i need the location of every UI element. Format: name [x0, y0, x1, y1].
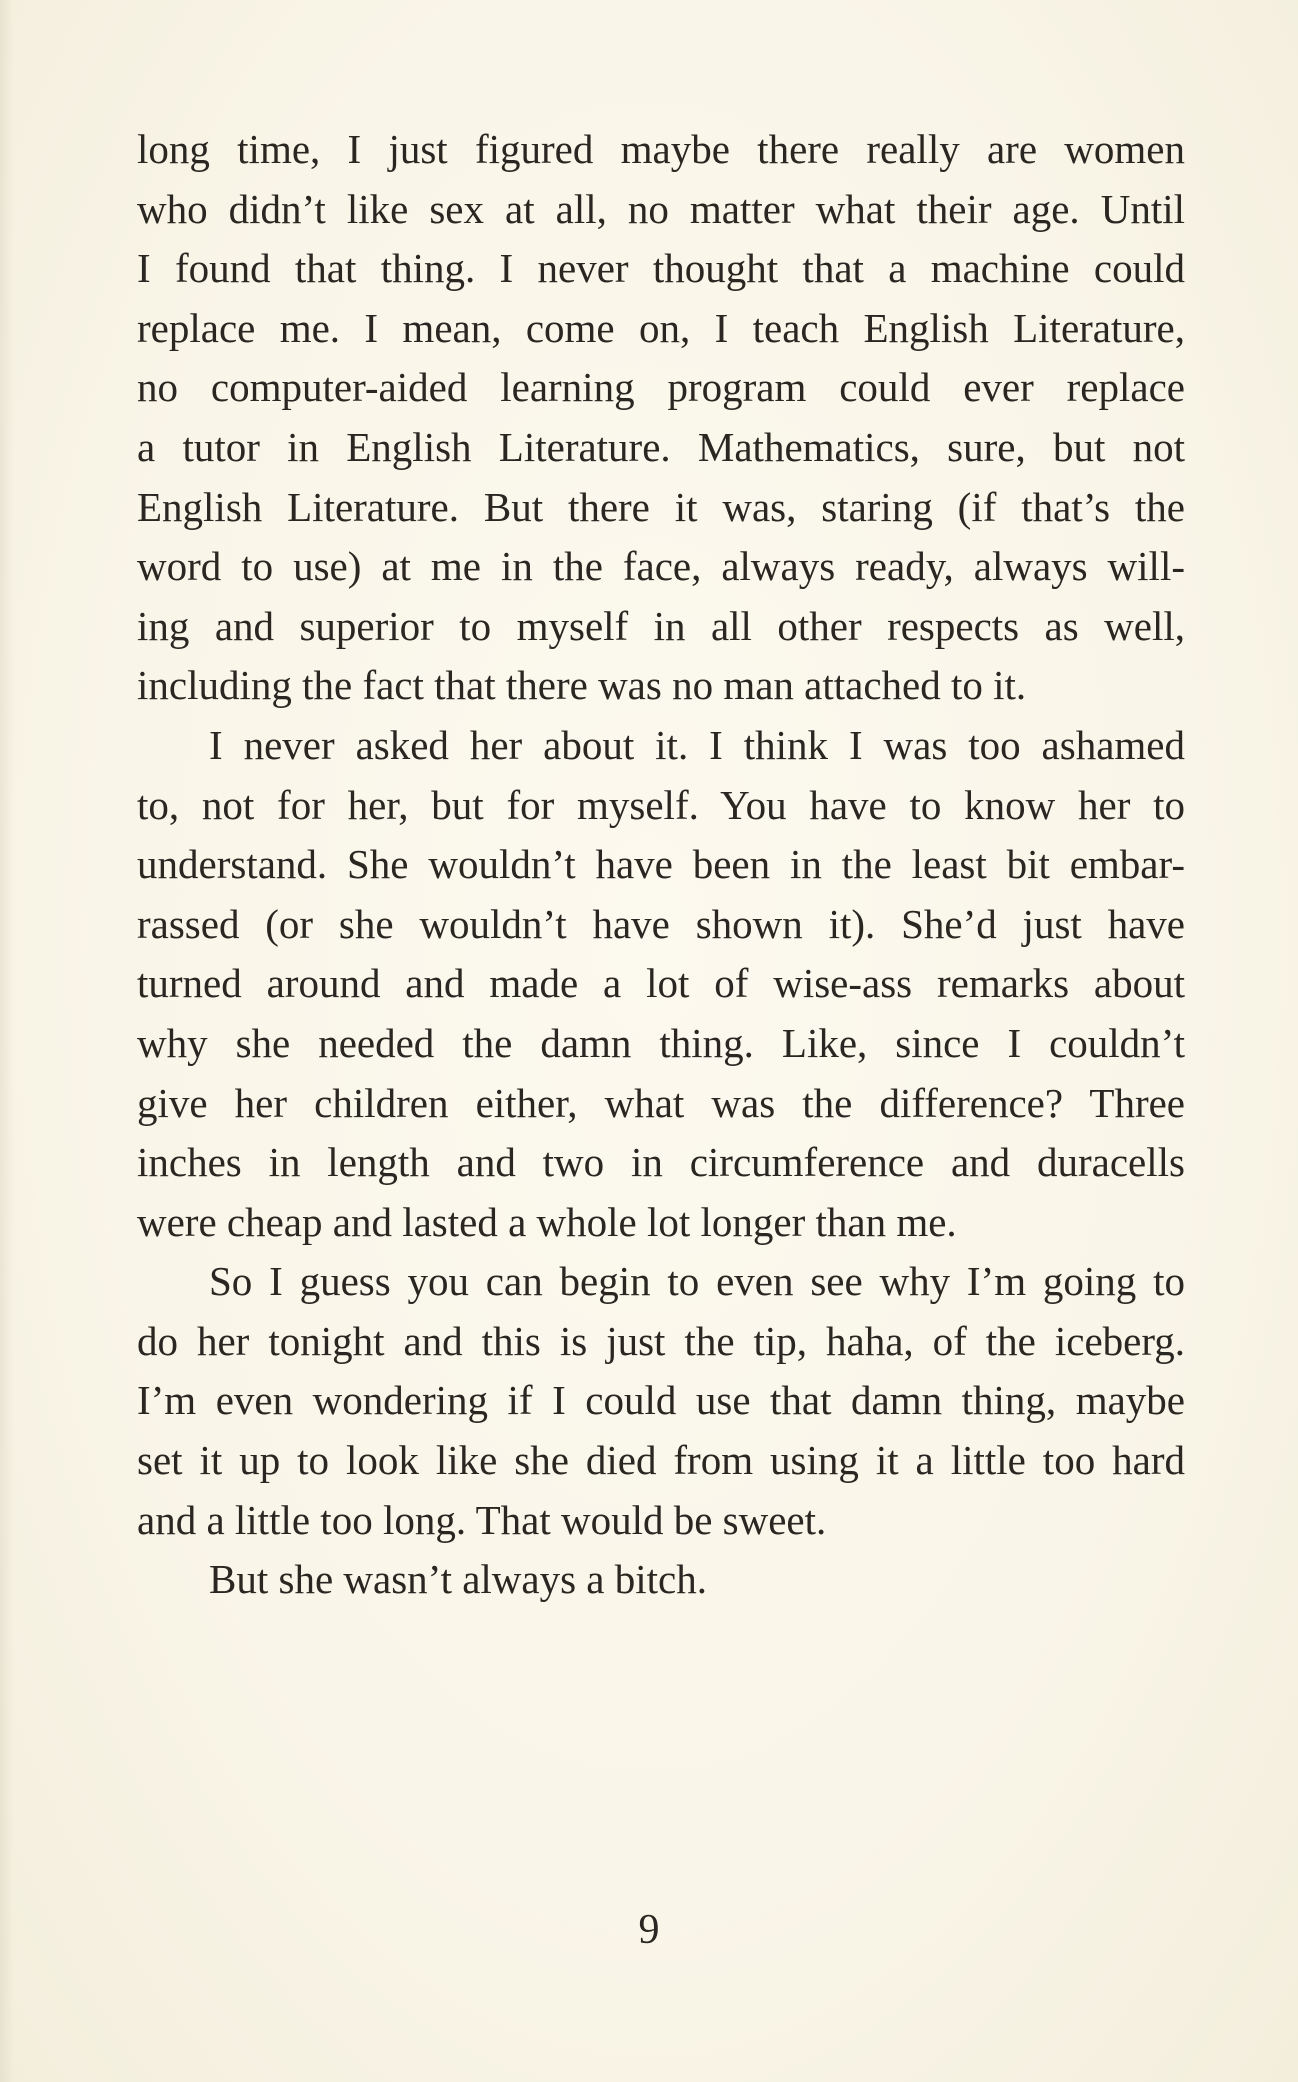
text-line: do her tonight and this is just the tip, haha, of the iceberg. [137, 1317, 1185, 1364]
text-line: But she wasn’t always a bitch. [209, 1556, 707, 1603]
text-line: English Literature. But there it was, staring (if that’s the [137, 483, 1185, 530]
text-line: I found that thing. I never thought that a machine could [137, 245, 1185, 292]
page-number: 9 [638, 1907, 660, 1953]
text-line: rassed (or she wouldn’t have shown it). She’d just have [137, 900, 1185, 947]
text-line: set it up to look like she died from using it a little too hard [137, 1437, 1185, 1484]
text-line: no computer-aided learning program could ever replace [137, 364, 1185, 411]
text-line: why she needed the damn thing. Like, since I couldn’t [137, 1019, 1185, 1066]
body-text [137, 120, 1185, 1610]
paragraph [137, 1550, 1185, 1610]
text-line: word to use) at me in the face, always ready, always will- [137, 543, 1185, 590]
text-line: So I guess you can begin to even see why I’m going to [209, 1258, 1185, 1305]
paragraph [137, 716, 1185, 1252]
text-line: including the fact that there was no man attached to it. [137, 662, 1027, 709]
text-line: I’m even wondering if I could use that damn thing, maybe [137, 1377, 1185, 1424]
text-line: were cheap and lasted a whole lot longer than me. [137, 1198, 957, 1245]
text-line: ing and superior to myself in all other respects as well, [137, 602, 1185, 649]
text-line: long time, I just figured maybe there really are women [137, 126, 1185, 172]
text-line: inches in length and two in circumference and duracells [137, 1139, 1185, 1186]
page-edge-shadow [0, 0, 14, 2082]
text-line: a tutor in English Literature. Mathematics, sure, but not [137, 423, 1185, 470]
text-line: who didn’t like sex at all, no matter what their age. Until [137, 185, 1185, 232]
text-line: understand. She wouldn’t have been in the least bit embar- [137, 841, 1185, 888]
text-line: I never asked her about it. I think I was too ashamed [209, 721, 1185, 768]
text-line: replace me. I mean, come on, I teach English Literature, [137, 304, 1185, 351]
paragraph [137, 1252, 1185, 1550]
text-line: to, not for her, but for myself. You have to know her to [137, 781, 1185, 828]
text-line: and a little too long. That would be sweet. [137, 1496, 827, 1543]
text-line: turned around and made a lot of wise-ass remarks about [137, 960, 1185, 1007]
text-line: give her children either, what was the difference? Three [137, 1079, 1185, 1126]
paragraph [137, 120, 1185, 716]
